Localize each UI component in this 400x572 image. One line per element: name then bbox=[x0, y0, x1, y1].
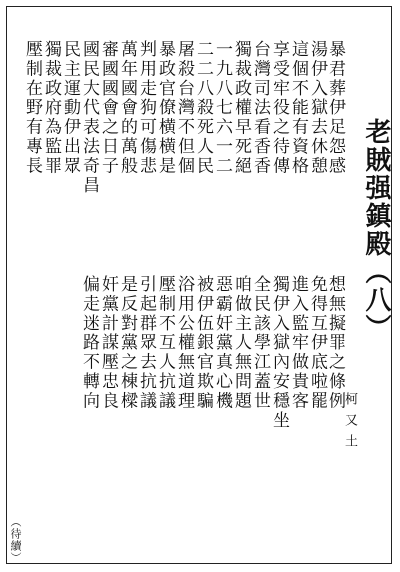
verse-line: 國民大代表法奇昌 bbox=[79, 40, 99, 196]
verse-line: 屠殺台灣不但個 bbox=[174, 40, 194, 176]
poem-title: 老賊强鎮殿（八） bbox=[361, 118, 391, 342]
verse-line: 民主運動伊出眾 bbox=[60, 40, 80, 176]
verse-line: 暴政官僚横横是 bbox=[155, 40, 175, 176]
verse-line: 這個不能有資格 bbox=[288, 40, 308, 176]
verse-line: 萬年國會的萬般 bbox=[117, 40, 137, 176]
verse-line: 偏走迷路不轉向 bbox=[79, 275, 99, 411]
verse-line: 台灣司法看香香 bbox=[250, 40, 270, 176]
verse-line: 獨裁政府為監罪 bbox=[41, 40, 61, 176]
verse-line: 被伊伍銀官欺騙 bbox=[193, 275, 213, 411]
verse-line: 享受牢役之待傳 bbox=[269, 40, 289, 176]
verse-line: 判用走狗可傷悲 bbox=[136, 40, 156, 176]
verse-line: 暴君葬伊足怨感 bbox=[325, 40, 345, 176]
verse-line: 惡霸奸黨真心機 bbox=[212, 275, 232, 411]
verse-line: 是反對黨之棟樑 bbox=[117, 275, 137, 411]
verse-line: 獨伊入獄內安穩坐 bbox=[269, 275, 289, 431]
to-be-continued-note: （待續） bbox=[9, 516, 22, 564]
verse-line: 浴用公權無道理 bbox=[174, 275, 194, 411]
verse-line: 咱做主人無問題 bbox=[231, 275, 251, 411]
verse-line: 引起群眾去抗議 bbox=[136, 275, 156, 411]
verse-line: 湯伊入獄去休憩 bbox=[307, 40, 327, 176]
verse-line: 免得互伊底啦罷 bbox=[307, 275, 327, 411]
verse-line: 審國國會之日子 bbox=[98, 40, 118, 176]
author-name: 柯 又 土 bbox=[342, 392, 357, 450]
verse-line: 一九八七六一二 bbox=[212, 40, 232, 176]
verse-line: 想無擬罪之條例 bbox=[325, 275, 345, 411]
verse-line: 進入監牢做貴客 bbox=[288, 275, 308, 411]
verse-line: 二二八殺死人民 bbox=[193, 40, 213, 176]
verse-line: 壓制在野有專長 bbox=[22, 40, 42, 176]
verse-line: 全民該學江蓋世 bbox=[250, 275, 270, 411]
verse-line: 壓制不互人抗議 bbox=[155, 275, 175, 411]
verse-line: 獨裁政權早死絕 bbox=[231, 40, 251, 176]
verse-line: 奸黨計謀壓忠良 bbox=[98, 275, 118, 411]
